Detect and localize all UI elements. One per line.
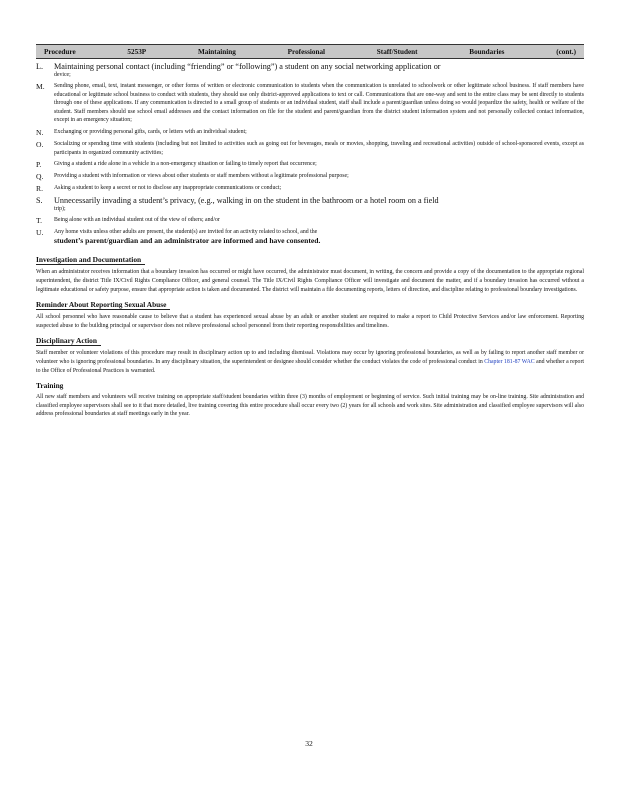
reminder-paragraph: All school personnel who have reasonable cause to believe that a student has experienced sexual abuse by an adult or another student are required to make a report to Child Protective Services and/or law enforcement. Reporting suspected abuse to the building principal or supervisor does not relieve professional school personnel from their reporting responsibilities and timelines. (36, 314, 584, 329)
list-item (36, 228, 584, 246)
investigation-heading: Investigation and Documentation (36, 255, 145, 265)
header-professional: Professional (287, 47, 326, 56)
disciplinary-paragraph (36, 349, 584, 375)
prohibited-conduct-list (36, 62, 584, 246)
item-label: L. (36, 62, 44, 71)
item-continuation: trip); (54, 206, 66, 213)
list-item (36, 62, 584, 79)
item-text: Any home visits unless other adults are present, the student(s) are invited for an activity related to school, and the (54, 229, 318, 236)
wac-chapter-link[interactable]: Chapter 181-87 WAC (484, 358, 535, 365)
item-text: Sending phone, email, text, instant messenger, or other forms of written or electronic communication to students when the communication is unrelated to schoolwork or other legitimate school business. If staff members have educational or legitimate school business to conduct with students, they should use only district-approved applications to text or call. Communications that are one-way and sent to the entire class may be sent directly to students through one of these applications. If any communication is directed to a small group of students or an individual student, staff shall include a parent/guardian unless doing so would jeopardize the safety, health or welfare of the student. Staff members should use school email addresses and the contact information on file for the student and parent/guardian from the district student information system and not personally collected contact information, except in an emergency situation; (54, 83, 584, 124)
disciplinary-heading: Disciplinary Action (36, 336, 101, 346)
list-item (36, 82, 584, 125)
item-text: Providing a student with information or views about other students or staff members without a legitimate professional purpose; (54, 173, 349, 180)
header-boundaries: Boundaries (469, 47, 505, 56)
page-number: 32 (305, 739, 313, 748)
header-cont: (cont.) (556, 47, 576, 56)
list-item (36, 128, 584, 137)
header-code: 5253P (127, 47, 147, 56)
item-label: T. (36, 216, 42, 226)
item-text: Exchanging or providing personal gifts, cards, or letters with an individual student; (54, 128, 247, 135)
list-item (36, 172, 584, 181)
item-text: Maintaining personal contact (including “friending” or “following”) a student on any social networking application or (54, 62, 441, 71)
list-item (36, 160, 584, 169)
reminder-heading: Reminder About Reporting Sexual Abuse (36, 300, 170, 310)
item-text: Giving a student a ride alone in a vehicle in a non-emergency situation or failing to timely report that occurrence; (54, 161, 317, 168)
list-item (36, 216, 584, 225)
header-relationship: Staff/Student (376, 47, 418, 56)
training-heading: Training (36, 381, 64, 391)
list-item (36, 184, 584, 193)
item-text: Being alone with an individual student out of the view of others; and/or (54, 217, 220, 224)
item-label: S. (36, 196, 43, 206)
item-tail: student’s parent/guardian and an administrator are informed and have consented. (54, 235, 321, 245)
item-text: Socializing or spending time with students (including but not limited to activities such as going out for beverages, meals or movies, shopping, traveling and recreational activities) outside of school-sponsored events, except as participants in organized community activities; (54, 140, 584, 156)
item-text: Unnecessarily invading a student’s privacy, (e.g., walking in on the student in the bathroom or a hotel room on a field (54, 196, 439, 206)
list-item (36, 196, 584, 213)
investigation-paragraph: When an administrator receives information that a boundary invasion has occurred or might have occurred, the administrator must document, in writing, the concern and provide a copy of the documentation to the appropriate regional superintendent, the district Title IX/Civil Rights Compliance Officer, and general counsel. The Title IX/Civil Rights Compliance Officer will investigate and document the matter, and if a boundary invasion has occurred without a legitimate educational or safety purpose, ensure that appropriate action is taken and documented. The district will maintain a file documenting reports, letters of direction, and discipline relating to professional boundary investigations. (36, 269, 584, 293)
item-label: U. (36, 228, 44, 238)
item-label: P. (36, 160, 42, 170)
item-label: M. (36, 82, 45, 91)
item-continuation: device; (54, 72, 71, 78)
item-text: Asking a student to keep a secret or not to disclose any inappropriate communications or conduct; (54, 185, 282, 192)
item-label: N. (36, 127, 44, 137)
training-paragraph: All new staff members and volunteers will receive training on appropriate staff/student boundaries within three (3) months of employment or beginning of service. Such initial training may be on-line training. Site administration and classified employee supervisors shall see to it that more detailed, live training covering this entire procedure shall occur every two (2) years for all schools and work sites. Site administration and classified employee supervisors will also address professional boundaries at staff meetings early in the year. (36, 394, 584, 418)
list-item (36, 140, 584, 157)
item-label: Q. (36, 172, 44, 182)
disciplinary-text-after: and whether a report to the Office of Professional Practices is warranted. (36, 358, 584, 374)
procedure-header (36, 44, 584, 59)
header-procedure: Procedure (44, 47, 76, 56)
item-label: O. (36, 139, 44, 149)
item-label: R. (36, 184, 43, 194)
header-maintaining: Maintaining (197, 47, 236, 56)
disciplinary-text-before: Staff member or volunteer violations of this procedure may result in disciplinary action up to and including dismissal. Violations may occur by ignoring professional boundaries, as well as by failing to report another staff member or volunteer who is ignoring professional boundaries. In any disciplinary situation, the superintendent or designee should consider whether the conduct violates the code of professional conduct in (36, 350, 584, 365)
